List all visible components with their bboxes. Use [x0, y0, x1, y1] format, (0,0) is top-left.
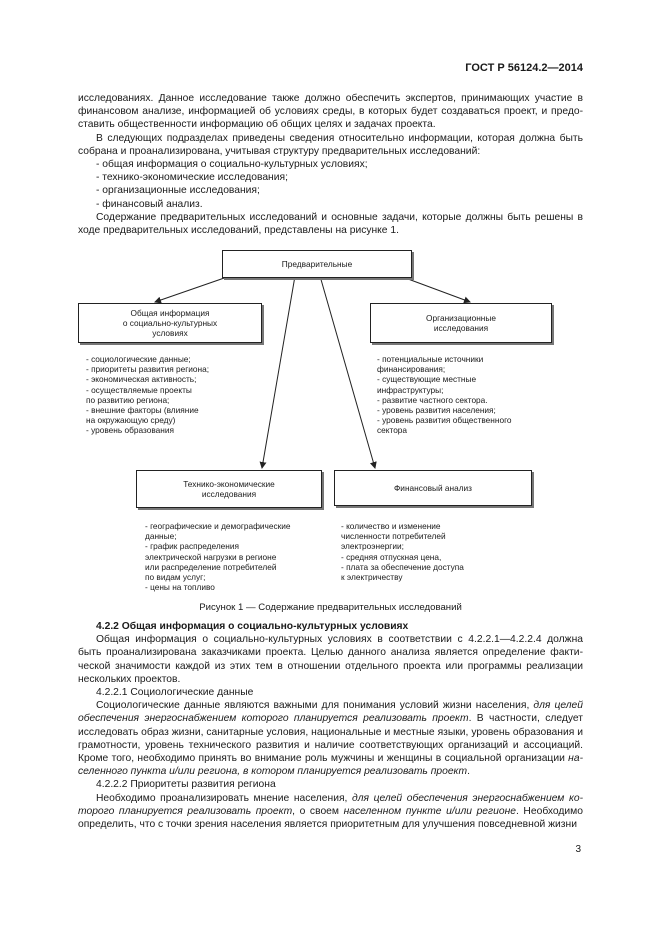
- section-paragraph-3: [78, 792, 583, 832]
- list-item: численности потребителей: [341, 531, 446, 542]
- list-item: - осуществляемые проекты: [86, 384, 192, 395]
- box-general-line: условиях: [152, 328, 188, 338]
- box-financial-analysis: [334, 470, 532, 506]
- financial-list: [341, 521, 464, 582]
- text-run: . Необходимо определить, что с точки зрения населения является приоритетным для улучшения повседневной жизни: [78, 805, 583, 831]
- text-run: .: [467, 766, 470, 778]
- list-item: - технико-экономические исследования;: [96, 172, 288, 184]
- list-item: - существующие местные: [377, 374, 477, 385]
- box-org-line: Организационные: [426, 313, 496, 323]
- list-item: на окружающую среду): [86, 415, 176, 426]
- intro-paragraph-1: исследованиях. Данное исследование также должно обеспечить экспертов, принимающих участие в финансовом анализе, информацией об условиях среды, в которых будет создаваться проект, и предо-ставить общественности информацию об общих целях и задачах проекта.: [78, 93, 583, 131]
- list-item: по развитию региона;: [86, 394, 170, 405]
- box-general-info: [78, 303, 262, 343]
- intro-paragraph-3: Содержание предварительных исследований и основные задачи, которые должны быть решены в ходе предварительных исследований, представлены на рисунке 1.: [78, 211, 583, 237]
- page-number: 3: [575, 844, 581, 855]
- list-item: - финансовый анализ.: [96, 198, 203, 210]
- italic-run: для целей обеспечения энергоснабжением ко-торого планируется реализовать проект: [78, 792, 583, 817]
- italic-run: населенном пункте и/или регионе: [343, 805, 516, 817]
- list-item: - уровень образования: [86, 425, 174, 436]
- intro-section: [78, 92, 583, 237]
- list-item: - уровень развития общественного: [377, 415, 512, 426]
- list-item: электрической нагрузки в регионе: [145, 551, 277, 562]
- list-item: по видам услуг;: [145, 572, 206, 583]
- list-item: - уровень развития населения;: [377, 405, 496, 416]
- box-tech-line: Технико-экономические: [183, 479, 275, 489]
- list-item: - внешние факторы (влияние: [86, 405, 199, 416]
- subsection-heading-2: 4.2.2.2 Приоритеты развития региона: [96, 779, 276, 791]
- arrow-to-tech: [262, 276, 295, 468]
- box-organizational: [370, 303, 552, 343]
- list-item: - географические и демографические: [145, 521, 291, 531]
- text-run: Необходимо проанализировать мнение населения,: [96, 792, 352, 804]
- list-item: - количество и изменение: [341, 521, 441, 531]
- list-item: - организационные исследования;: [96, 185, 260, 197]
- arrow-to-org: [400, 276, 470, 302]
- list-item: - цены на топливо: [145, 582, 215, 593]
- organizational-list: [377, 354, 512, 436]
- standard-number: ГОСТ Р 56124.2—2014: [465, 62, 583, 74]
- subsection-heading-1: 4.2.2.1 Социологические данные: [96, 687, 254, 699]
- general-info-list: [86, 354, 209, 436]
- list-item: или распределение потребителей: [145, 561, 277, 572]
- list-item: данные;: [145, 531, 177, 542]
- list-item: к электричеству: [341, 572, 403, 583]
- list-item: - социологические данные;: [86, 354, 191, 364]
- list-item: - график распределения: [145, 541, 239, 552]
- box-general-line: Общая информация: [130, 308, 210, 318]
- text-run: Социологические данные являются важными для понимания условий жизни населения,: [96, 700, 534, 712]
- list-item: - средняя отпускная цена,: [341, 551, 442, 562]
- arrow-to-general: [155, 276, 230, 302]
- list-item: финансирования;: [377, 364, 446, 375]
- list-item: - потенциальные источники: [377, 354, 484, 364]
- list-item: - общая информация о социально-культурных условиях;: [96, 159, 368, 171]
- italic-run: на-селенного пункта и/или региона, в котором планируется реализовать проект: [78, 753, 583, 778]
- list-item: инфраструктуры;: [377, 384, 444, 395]
- box-fin-label: Финансовый анализ: [394, 483, 472, 493]
- section-paragraph-1: Общая информация о социально-культурных условиях в соответствии с 4.2.2.1—4.2.2.4 должна быть проанализирована заказчиками проекта. Целью данного анализа является определение факти-ческой значимости каждой из этих тем в отношении отдельного проекта или программы реализации нескольких проектов.: [78, 634, 583, 685]
- box-tech-line: исследования: [201, 489, 257, 499]
- box-org-line: исследования: [433, 323, 489, 333]
- text-run: . В частности, следует исследовать образ жизни, санитарные условия, национальные и местные языки, уровень образования и грамотности, уровень технического развития и наличие соответствующих организаций и ассоциаций. Кроме того, необходимо принять во внимание роль мужчины и женщины в социальной организации: [78, 713, 583, 765]
- box-preliminary: [222, 250, 412, 278]
- box-general-line: о социально-культурных: [122, 318, 218, 328]
- text-run: , о своем: [292, 805, 344, 817]
- list-item: электроэнергии;: [341, 541, 404, 552]
- list-item: - развитие частного сектора.: [377, 394, 488, 405]
- italic-run: для целей обеспечения энергоснабжением которого планируется реализовать проект: [78, 700, 583, 725]
- intro-paragraph-2: В следующих подразделах приведены сведения относительно информации, которая должна быть собрана и проанализирована, учитывая структуру предварительных исследований:: [78, 132, 583, 157]
- figure-1-diagram: [0, 248, 661, 618]
- list-item: - приоритеты развития региона;: [86, 364, 210, 375]
- section-4-2-2: [78, 620, 583, 831]
- section-heading: 4.2.2 Общая информация о социально-культурных условиях: [96, 621, 409, 632]
- section-paragraph-2: [78, 699, 583, 778]
- list-item: - плата за обеспечение доступа: [341, 561, 464, 572]
- technical-economic-list: [145, 521, 291, 592]
- list-item: - экономическая активность;: [86, 374, 197, 385]
- list-item: сектора: [377, 425, 408, 436]
- box-technical-economic: [136, 470, 322, 508]
- arrow-to-fin: [320, 276, 375, 468]
- box-preliminary-label: Предварительные: [281, 259, 353, 269]
- figure-caption: Рисунок 1 — Содержание предварительных исследований: [199, 602, 462, 613]
